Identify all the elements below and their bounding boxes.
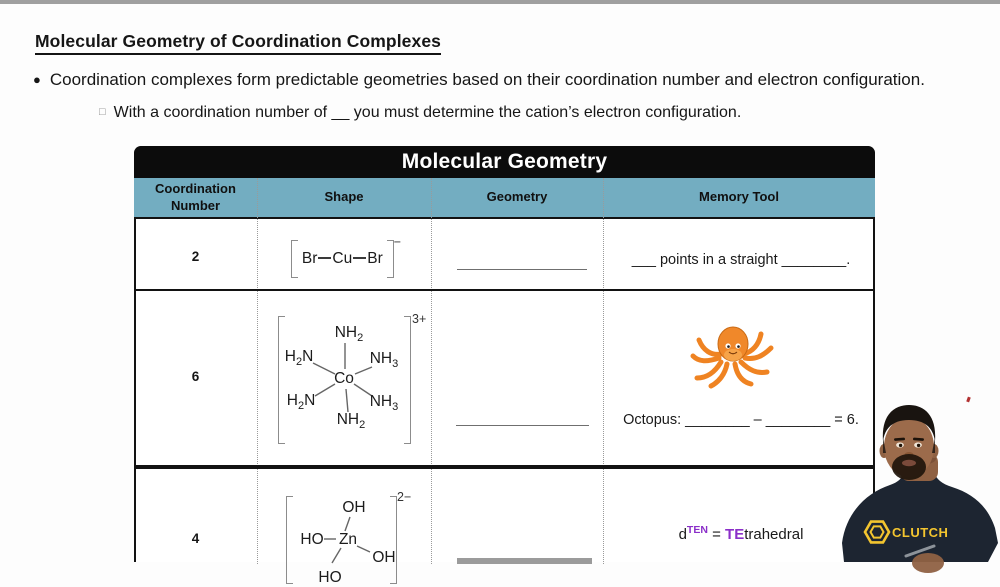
zn-complex-structure — [286, 488, 420, 584]
cell-coordination-number: 6 — [191, 369, 200, 384]
atom-co: Co — [334, 370, 354, 387]
geometry-blank-row3 — [457, 558, 592, 564]
sub-bullet — [99, 104, 741, 122]
right-bracket — [387, 240, 394, 278]
ligand-bottom-left: $H_2N$ — [286, 391, 316, 413]
charge-superscript: − — [393, 235, 402, 249]
left-bracket — [286, 496, 293, 584]
geometry-blank-row2 — [456, 425, 589, 426]
ligand-bottom: HO — [318, 569, 342, 586]
beard — [892, 454, 926, 480]
ligand-top: OH — [342, 499, 366, 516]
chem-bond — [318, 257, 331, 259]
bullet-icon: ● — [33, 72, 41, 87]
hand — [912, 553, 944, 573]
column-header-shape: Shape — [324, 189, 364, 205]
square-bullet-icon: □ — [99, 106, 106, 118]
atom-br: Br — [301, 250, 318, 267]
left-bracket — [278, 316, 285, 444]
shirt — [842, 472, 998, 562]
row-divider — [134, 289, 875, 291]
atom-cu: Cu — [332, 250, 353, 267]
geometry-blank-row1 — [457, 269, 587, 270]
ligand-bottom: $NH_2$ — [336, 410, 366, 432]
memory-tool-row3: $d^{TEN}$ = TEtrahedral — [678, 524, 804, 543]
right-bracket — [404, 316, 411, 444]
presenter-webcam — [840, 393, 1000, 562]
ligand-bottom-right: $NH_3$ — [369, 392, 399, 414]
co-complex-structure — [276, 312, 428, 448]
memory-tool-row2: Octopus: ________ – ________ = 6. — [623, 412, 859, 428]
cell-coordination-number: 4 — [191, 531, 200, 546]
ligand-top-left: $H_2N$ — [284, 347, 314, 369]
charge-superscript: 3+ — [412, 312, 427, 326]
octopus-image — [691, 322, 775, 392]
bullet-text: Coordination complexes form predictable geometries based on their coordination number and electron configuration. — [49, 70, 925, 89]
row-divider-thick — [134, 465, 875, 469]
sub-bullet-text: With a coordination number of __ you must determine the cation’s electron configuration. — [113, 104, 742, 121]
charge-superscript: 2− — [397, 490, 412, 504]
ligand-top-right: $NH_3$ — [369, 349, 399, 371]
right-bracket — [390, 496, 397, 584]
column-separator — [603, 178, 604, 564]
column-header-coordination-number: Coordination Number — [155, 181, 236, 213]
page-title: Molecular Geometry of Coordination Complexes — [35, 31, 441, 55]
ligand-bottom-right: OH — [372, 549, 396, 566]
column-header-geometry: Geometry — [486, 189, 548, 205]
clutch-shirt-text: CLUTCH — [892, 525, 949, 540]
atom-zn: Zn — [338, 531, 358, 548]
atom-br: Br — [367, 250, 383, 267]
memory-superscript: TEN — [686, 524, 708, 536]
column-separator — [431, 178, 432, 564]
left-bracket — [291, 240, 298, 278]
chem-bond — [353, 257, 366, 259]
bullet — [33, 70, 925, 90]
ligand-top: $NH_2$ — [334, 323, 364, 345]
cu-complex-structure — [284, 236, 408, 282]
table-title: Molecular Geometry — [401, 150, 608, 173]
column-header-memory-tool: Memory Tool — [699, 189, 779, 205]
top-bar — [0, 0, 1000, 4]
memory-tool-row1: ___ points in a straight ________. — [631, 252, 851, 268]
table-header-row — [134, 178, 875, 219]
cell-coordination-number: 2 — [191, 249, 200, 264]
column-separator — [257, 178, 258, 564]
ligand-left: HO — [300, 531, 324, 548]
table-title-band — [134, 146, 875, 178]
molecular-geometry-table — [134, 146, 875, 586]
